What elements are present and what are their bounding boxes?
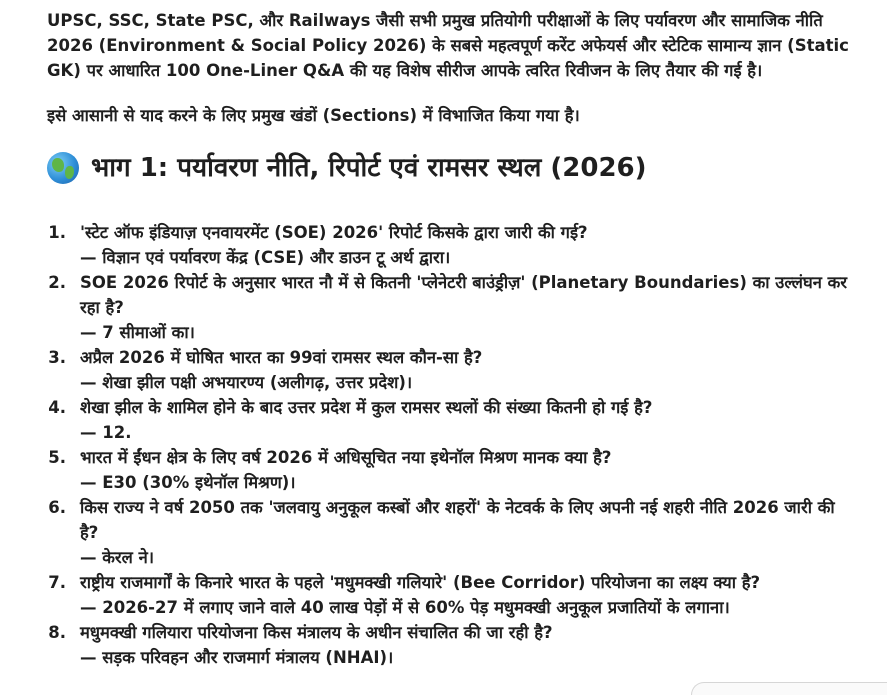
qa-body [80,345,857,395]
section-title: भाग 1: पर्यावरण नीति, रिपोर्ट एवं रामसर स्थल (2026) [91,153,647,183]
sections-note: इसे आसानी से याद करने के लिए प्रमुख खंडों (Sections) में विभाजित किया गया है। [47,106,580,125]
qa-item [17,495,857,570]
qa-body [80,570,857,620]
qa-number: 8. [48,623,66,642]
qa-question: शेखा झील के शामिल होने के बाद उत्तर प्रदेश में कुल रामसर स्थलों की संख्या कितनी हो गई है? [80,398,653,417]
qa-question: राष्ट्रीय राजमार्गों के किनारे भारत के पहले 'मधुमक्खी गलियारे' (Bee Corridor) परियोजना का लक्ष्य क्या है? [80,573,761,592]
qa-number: 2. [48,273,66,292]
qa-item [17,445,857,495]
qa-number: 6. [48,498,66,517]
qa-item [17,620,857,670]
qa-list [17,220,857,670]
intro-paragraph: UPSC, SSC, State PSC, और Railways जैसी सभी प्रमुख प्रतियोगी परीक्षाओं के लिए पर्यावरण और सामाजिक नीति 2026 (Environment & Social Policy 2026) के सबसे महत्वपूर्ण करेंट अफेयर्स और स्टेटिक सामान्य ज्ञान (Static GK) पर आधारित 100 One-Liner Q&A की यह विशेष सीरीज आपके त्वरित रिवीजन के लिए तैयार की गई है। [47,11,849,80]
qa-question: भारत में ईंधन क्षेत्र के लिए वर्ष 2026 में अधिसूचित नया इथेनॉल मिश्रण मानक क्या है? [80,448,612,467]
qa-number: 5. [48,448,66,467]
qa-answer: — शेखा झील पक्षी अभयारण्य (अलीगढ़, उत्तर प्रदेश)। [80,373,413,392]
qa-item [17,570,857,620]
qa-body [80,270,857,345]
qa-answer: — E30 (30% इथेनॉल मिश्रण)। [80,473,296,492]
qa-body [80,445,857,495]
qa-body [80,620,857,670]
qa-question: 'स्टेट ऑफ इंडियाज़ एनवायरमेंट (SOE) 2026' रिपोर्ट किसके द्वारा जारी की गई? [80,223,588,242]
qa-item [17,395,857,445]
qa-body [80,495,857,570]
globe-icon [47,152,79,184]
qa-body [80,220,857,270]
qa-question: अप्रैल 2026 में घोषित भारत का 99वां रामसर स्थल कौन-सा है? [80,348,483,367]
qa-answer: — केरल ने। [80,548,155,567]
qa-number: 1. [48,223,66,242]
qa-item [17,345,857,395]
qa-question: किस राज्य ने वर्ष 2050 तक 'जलवायु अनुकूल कस्बों और शहरों' के नेटवर्क के लिए अपनी नई शहरी नीति 2026 जारी की है? [80,498,835,542]
qa-number: 7. [48,573,66,592]
qa-answer: — सड़क परिवहन और राजमार्ग मंत्रालय (NHAI)। [80,648,394,667]
qa-question: SOE 2026 रिपोर्ट के अनुसार भारत नौ में से कितनी 'प्लेनेटरी बाउंड्रीज़' (Planetary Boundaries) का उल्लंघन कर रहा है? [80,273,848,317]
qa-question: मधुमक्खी गलियारा परियोजना किस मंत्रालय के अधीन संचालित की जा रही है? [80,623,553,642]
qa-answer: — विज्ञान एवं पर्यावरण केंद्र (CSE) और डाउन टू अर्थ द्वारा। [80,248,451,267]
qa-answer: — 12. [80,423,132,442]
qa-number: 4. [48,398,66,417]
section-heading [47,148,857,188]
qa-item [17,270,857,345]
scroll-corner [691,682,887,695]
qa-answer: — 7 सीमाओं का। [80,323,195,342]
qa-body [80,395,857,445]
qa-number: 3. [48,348,66,367]
qa-item [17,220,857,270]
document-body [47,8,857,194]
qa-answer: — 2026-27 में लगाए जाने वाले 40 लाख पेड़ों में से 60% पेड़ मधुमक्खी अनुकूल प्रजातियों के लगाना। [80,598,730,617]
